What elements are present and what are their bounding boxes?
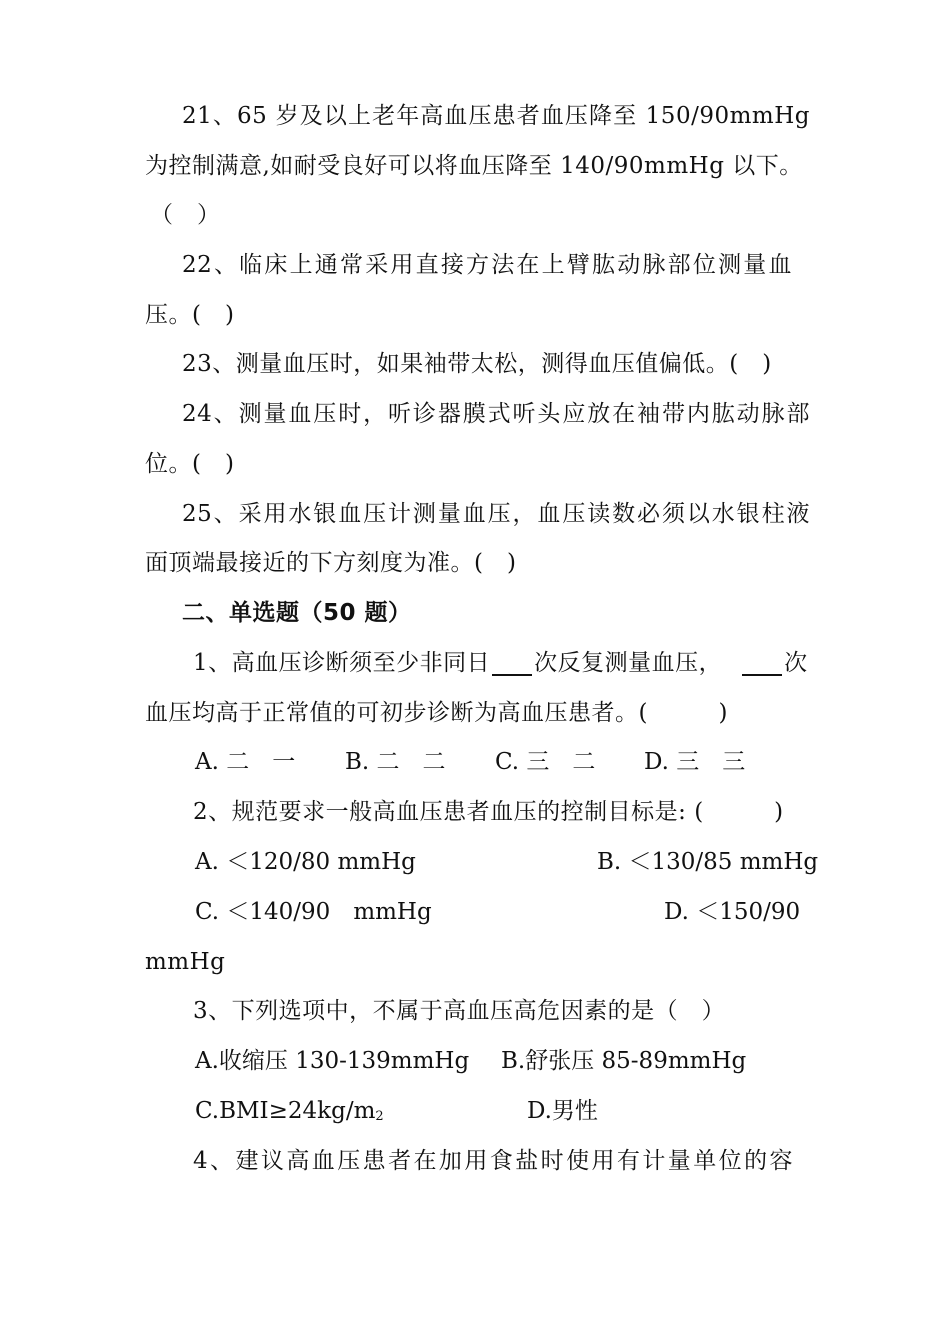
q24-line-2: 位。( ) — [145, 451, 235, 477]
section-heading: 二、单选题（50 题） — [182, 600, 412, 626]
q25-line-1: 25、采用水银血压计测量血压，血压读数必须以水银柱液 — [182, 501, 810, 527]
q3-option-c-text: C.BMI≥24kg/m — [195, 1098, 376, 1124]
q21-line-3: （ ） — [150, 202, 221, 228]
q1-line-1 — [193, 648, 810, 678]
q1-stem-part-b: 次反复测量血压， — [534, 650, 723, 676]
q1-line-2: 血压均高于正常值的可初步诊断为高血压患者。( ) — [145, 700, 728, 726]
q2-option-b: B. ＜130/85 mmHg — [597, 849, 819, 875]
q2-option-d-unit: mmHg — [145, 949, 226, 975]
q25-line-2: 面顶端最接近的下方刻度为准。( ) — [145, 550, 517, 576]
q1-option-c: C. 三 二 — [495, 749, 596, 775]
q3-option-c — [195, 1096, 384, 1132]
q22-line-1: 22、临床上通常采用直接方法在上臂肱动脉部位测量血 — [182, 252, 792, 278]
q2-option-d: D. ＜150/90 — [664, 899, 801, 925]
q1-option-d: D. 三 三 — [644, 749, 746, 775]
q3-option-c-subscript: 2 — [375, 1109, 384, 1124]
q21-line-2: 为控制满意,如耐受良好可以将血压降至 140/90mmHg 以下。 — [145, 153, 803, 179]
q1-option-a: A. 二 一 — [195, 749, 296, 775]
q1-option-b: B. 二 二 — [345, 749, 446, 775]
q1-stem-part-c: 次 — [784, 650, 808, 676]
q24-line-1: 24、测量血压时，听诊器膜式听头应放在袖带内肱动脉部 — [182, 401, 810, 427]
q3-stem: 3、下列选项中，不属于高血压高危因素的是（ ） — [193, 998, 726, 1024]
q2-stem: 2、规范要求一般高血压患者血压的控制目标是: ( ) — [193, 799, 784, 825]
q1-blank-1 — [492, 654, 532, 676]
q4-stem: 4、建议高血压患者在加用食盐时使用有计量单位的容 — [193, 1148, 793, 1174]
q1-stem-part-a: 1、高血压诊断须至少非同日 — [193, 650, 491, 676]
q3-option-b: B.舒张压 85-89mmHg — [501, 1048, 747, 1074]
q2-option-a: A. ＜120/80 mmHg — [195, 849, 416, 875]
q2-option-c: C. ＜140/90 mmHg — [195, 899, 432, 925]
q3-option-d: D.男性 — [527, 1098, 598, 1124]
q21-line-1: 21、65 岁及以上老年高血压患者血压降至 150/90mmHg — [182, 103, 810, 129]
q1-blank-2 — [742, 654, 782, 676]
q3-option-a: A.收缩压 130-139mmHg — [195, 1048, 470, 1074]
q22-line-2: 压。( ) — [145, 302, 235, 328]
q23-line-1: 23、测量血压时，如果袖带太松，测得血压值偏低。( ) — [182, 351, 772, 377]
